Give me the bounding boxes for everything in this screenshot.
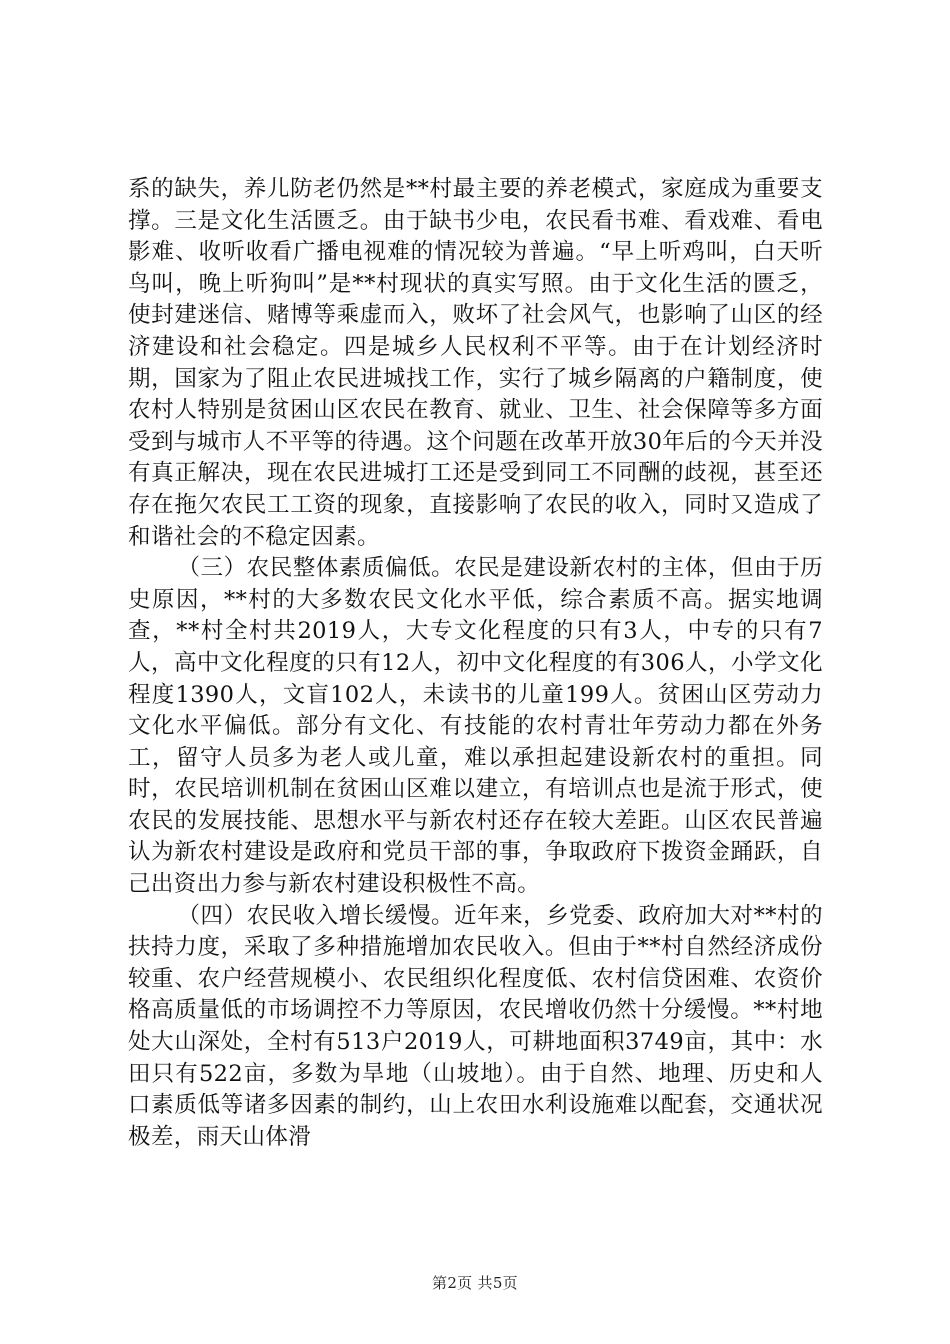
paragraph-1: 系的缺失，养儿防老仍然是**村最主要的养老模式，家庭成为重要支撑。三是文化生活匮乏。由于缺书少电，农民看书难、看戏难、看电影难、收听收看广播电视难的情况较为普遍。“早上听鸡叫，白天听鸟叫，晚上听狗叫”是**村现状的真实写照。由于文化生活的匮乏，使封建迷信、赌博等乘虚而入，败坏了社会风气，也影响了山区的经济建设和社会稳定。四是城乡人民权利不平等。由于在计划经济时期，国家为了阻止农民进城找工作，实行了城乡隔离的户籍制度，使农村人特别是贫困山区农民在教育、就业、卫生、社会保障等多方面受到与城市人不平等的待遇。这个问题在改革开放30年后的今天并没有真正解决，现在农民进城打工还是受到同工不同酬的歧视，甚至还存在拖欠农民工工资的现象，直接影响了农民的收入，同时又造成了和谐社会的不稳定因素。 [128,176,823,550]
paragraph-2: （三）农民整体素质偏低。农民是建设新农村的主体，但由于历史原因，**村的大多数农民文化水平低，综合素质不高。据实地调查，**村全村共2019人，大专文化程度的只有3人，中专的只有7人，高中文化程度的只有12人，初中文化程度的有306人，小学文化程度1390人，文盲102人，未读书的儿童199人。贫困山区劳动力文化水平偏低。部分有文化、有技能的农村青壮年劳动力都在外务工，留守人员多为老人或儿童，难以承担起建设新农村的重担。同时，农民培训机制在贫困山区难以建立，有培训点也是流于形式，使农民的发展技能、思想水平与新农村还存在较大差距。山区农民普遍认为新农村建设是政府和党员干部的事，争取政府下拨资金踊跃，自己出资出力参与新农村建设积极性不高。 [128,555,823,898]
page-footer: 第2页 共5页 [432,1274,518,1292]
paragraph-3: （四）农民收入增长缓慢。近年来，乡党委、政府加大对**村的扶持力度，采取了多种措施增加农民收入。但由于**村自然经济成份较重、农户经营规模小、农民组织化程度低、农村信贷困难、农资价格高质量低的市场调控不力等原因，农民增收仍然十分缓慢。**村地处大山深处，全村有513户2019人，可耕地面积3749亩，其中：水田只有522亩，多数为旱地（山坡地）。由于自然、地理、历史和人口素质低等诸多因素的制约，山上农田水利设施难以配套，交通状况极差，雨天山体滑 [128,902,823,1150]
document-body [128,174,823,1153]
